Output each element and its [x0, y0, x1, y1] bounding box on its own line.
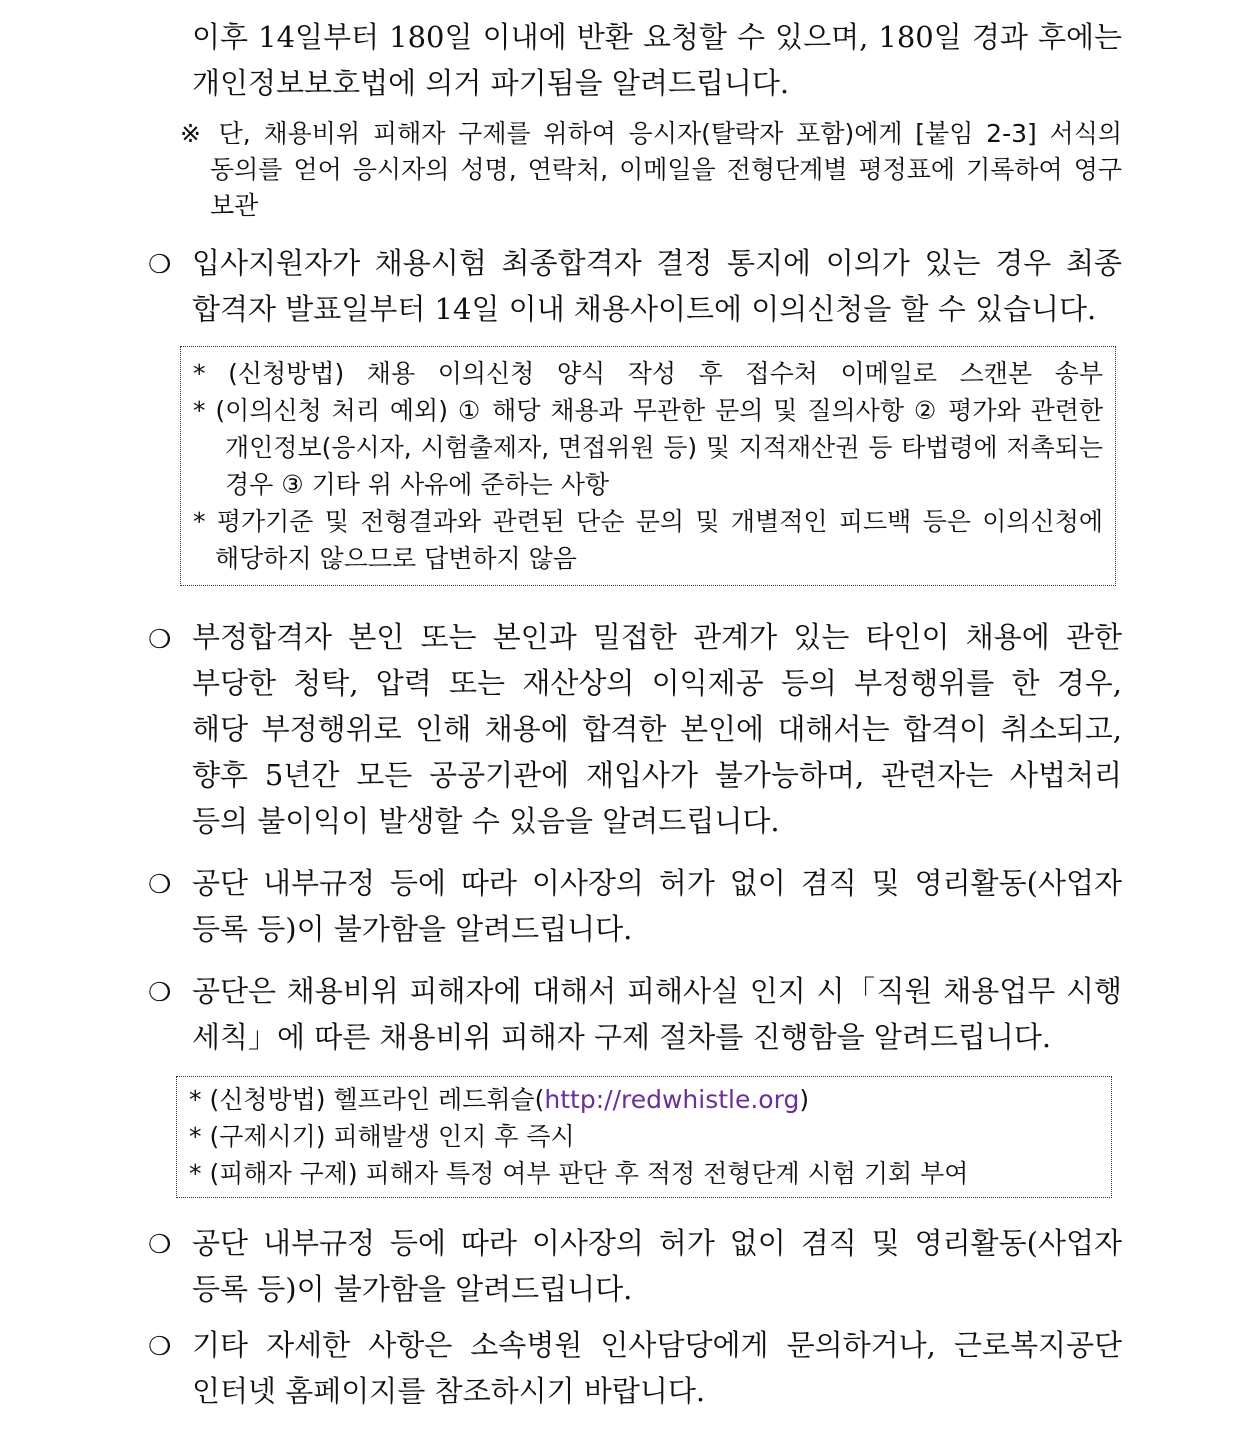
- text-line: 개인정보보호법에 의거 파기됨을 알려드립니다.: [192, 66, 790, 100]
- retention-exception-note: [180, 116, 1122, 224]
- note-line: 해당하지 않으므로 답변하지 않음: [215, 544, 577, 573]
- bullet-icon: ❍: [148, 978, 172, 1008]
- bullet-icon: ❍: [148, 870, 172, 900]
- text-line: 부정합격자 본인 또는 본인과 밀접한 관계가 있는 타인이 채용에 관한: [192, 620, 1122, 654]
- bullet-icon: ❍: [148, 250, 172, 280]
- retention-paragraph: [192, 14, 1122, 106]
- text-line: 동의를 얻어 응시자의 성명, 연락처, 이메일을 전형단계별 평정표에 기록하여 영구: [210, 155, 1122, 184]
- redwhistle-link[interactable]: http://redwhistle.org: [544, 1085, 800, 1114]
- victim-relief-paragraph: [192, 968, 1122, 1060]
- side-job-paragraph-repeat: [192, 1220, 1122, 1312]
- text-line: 인터넷 홈페이지를 참조하시기 바랍니다.: [192, 1374, 706, 1408]
- text-line: 등록 등)이 불가함을 알려드립니다.: [192, 1272, 633, 1306]
- note-line: * (이의신청 처리 예외) ① 해당 채용과 무관한 문의 및 질의사항 ② 평가와 관련한: [193, 396, 1103, 425]
- text-line: ※ 단, 채용비위 피해자 구제를 위하여 응시자(탈락자 포함)에게 [붙임 2-3] 서식의: [180, 119, 1122, 148]
- text-line: 등의 불이익이 발생할 수 있음을 알려드립니다.: [192, 804, 780, 838]
- text-line: 입사지원자가 채용시험 최종합격자 결정 통지에 이의가 있는 경우 최종: [192, 246, 1122, 280]
- text-line: 보관: [210, 191, 259, 220]
- note-line: * (신청방법) 채용 이의신청 양식 작성 후 접수처 이메일로 스캔본 송부: [193, 359, 1103, 388]
- note-line: 개인정보(응시자, 시험출제자, 면접위원 등) 및 지적재산권 등 타법령에 저촉되는: [225, 433, 1103, 462]
- text-line: 해당 부정행위로 인해 채용에 합격한 본인에 대해서는 합격이 취소되고,: [192, 712, 1122, 746]
- side-job-paragraph: [192, 860, 1122, 952]
- note-line: * 평가기준 및 전형결과와 관련된 단순 문의 및 개별적인 피드백 등은 이의신청에: [193, 507, 1103, 536]
- bullet-icon: ❍: [148, 1332, 172, 1362]
- bullet-icon: ❍: [148, 1230, 172, 1260]
- text-line: 공단 내부규정 등에 따라 이사장의 허가 없이 겸직 및 영리활동(사업자: [192, 866, 1122, 900]
- text-line: 등록 등)이 불가함을 알려드립니다.: [192, 912, 633, 946]
- contact-paragraph: [192, 1322, 1122, 1414]
- text-line: 세칙」에 따른 채용비위 피해자 구제 절차를 진행함을 알려드립니다.: [192, 1020, 1052, 1054]
- bullet-icon: ❍: [148, 625, 172, 655]
- note-line: [189, 1081, 1099, 1118]
- note-text: ): [799, 1085, 810, 1114]
- text-line: 기타 자세한 사항은 소속병원 인사담당에게 문의하거나, 근로복지공단: [192, 1328, 1122, 1362]
- text-line: 합격자 발표일부터 14일 이내 채용사이트에 이의신청을 할 수 있습니다.: [192, 292, 1097, 326]
- text-line: 공단 내부규정 등에 따라 이사장의 허가 없이 겸직 및 영리활동(사업자: [192, 1226, 1122, 1260]
- note-text: * (신청방법) 헬프라인 레드휘슬(: [189, 1085, 545, 1114]
- text-line: 공단은 채용비위 피해자에 대해서 피해사실 인지 시「직원 채용업무 시행: [192, 974, 1122, 1008]
- objection-paragraph: [192, 240, 1122, 332]
- fraud-paragraph: [192, 614, 1122, 844]
- note-line: 경우 ③ 기타 위 사유에 준하는 사항: [225, 470, 610, 499]
- text-line: 이후 14일부터 180일 이내에 반환 요청할 수 있으며, 180일 경과 후에는: [192, 20, 1122, 54]
- note-line: * (구제시기) 피해발생 인지 후 즉시: [189, 1122, 575, 1151]
- text-line: 향후 5년간 모든 공공기관에 재입사가 불가능하며, 관련자는 사법처리: [192, 758, 1122, 792]
- victim-relief-notes-box: [176, 1076, 1112, 1198]
- note-line: * (피해자 구제) 피해자 특정 여부 판단 후 적정 전형단계 시험 기회 부여: [189, 1159, 969, 1188]
- objection-notes-box: [180, 346, 1116, 586]
- text-line: 부당한 청탁, 압력 또는 재산상의 이익제공 등의 부정행위를 한 경우,: [192, 666, 1122, 700]
